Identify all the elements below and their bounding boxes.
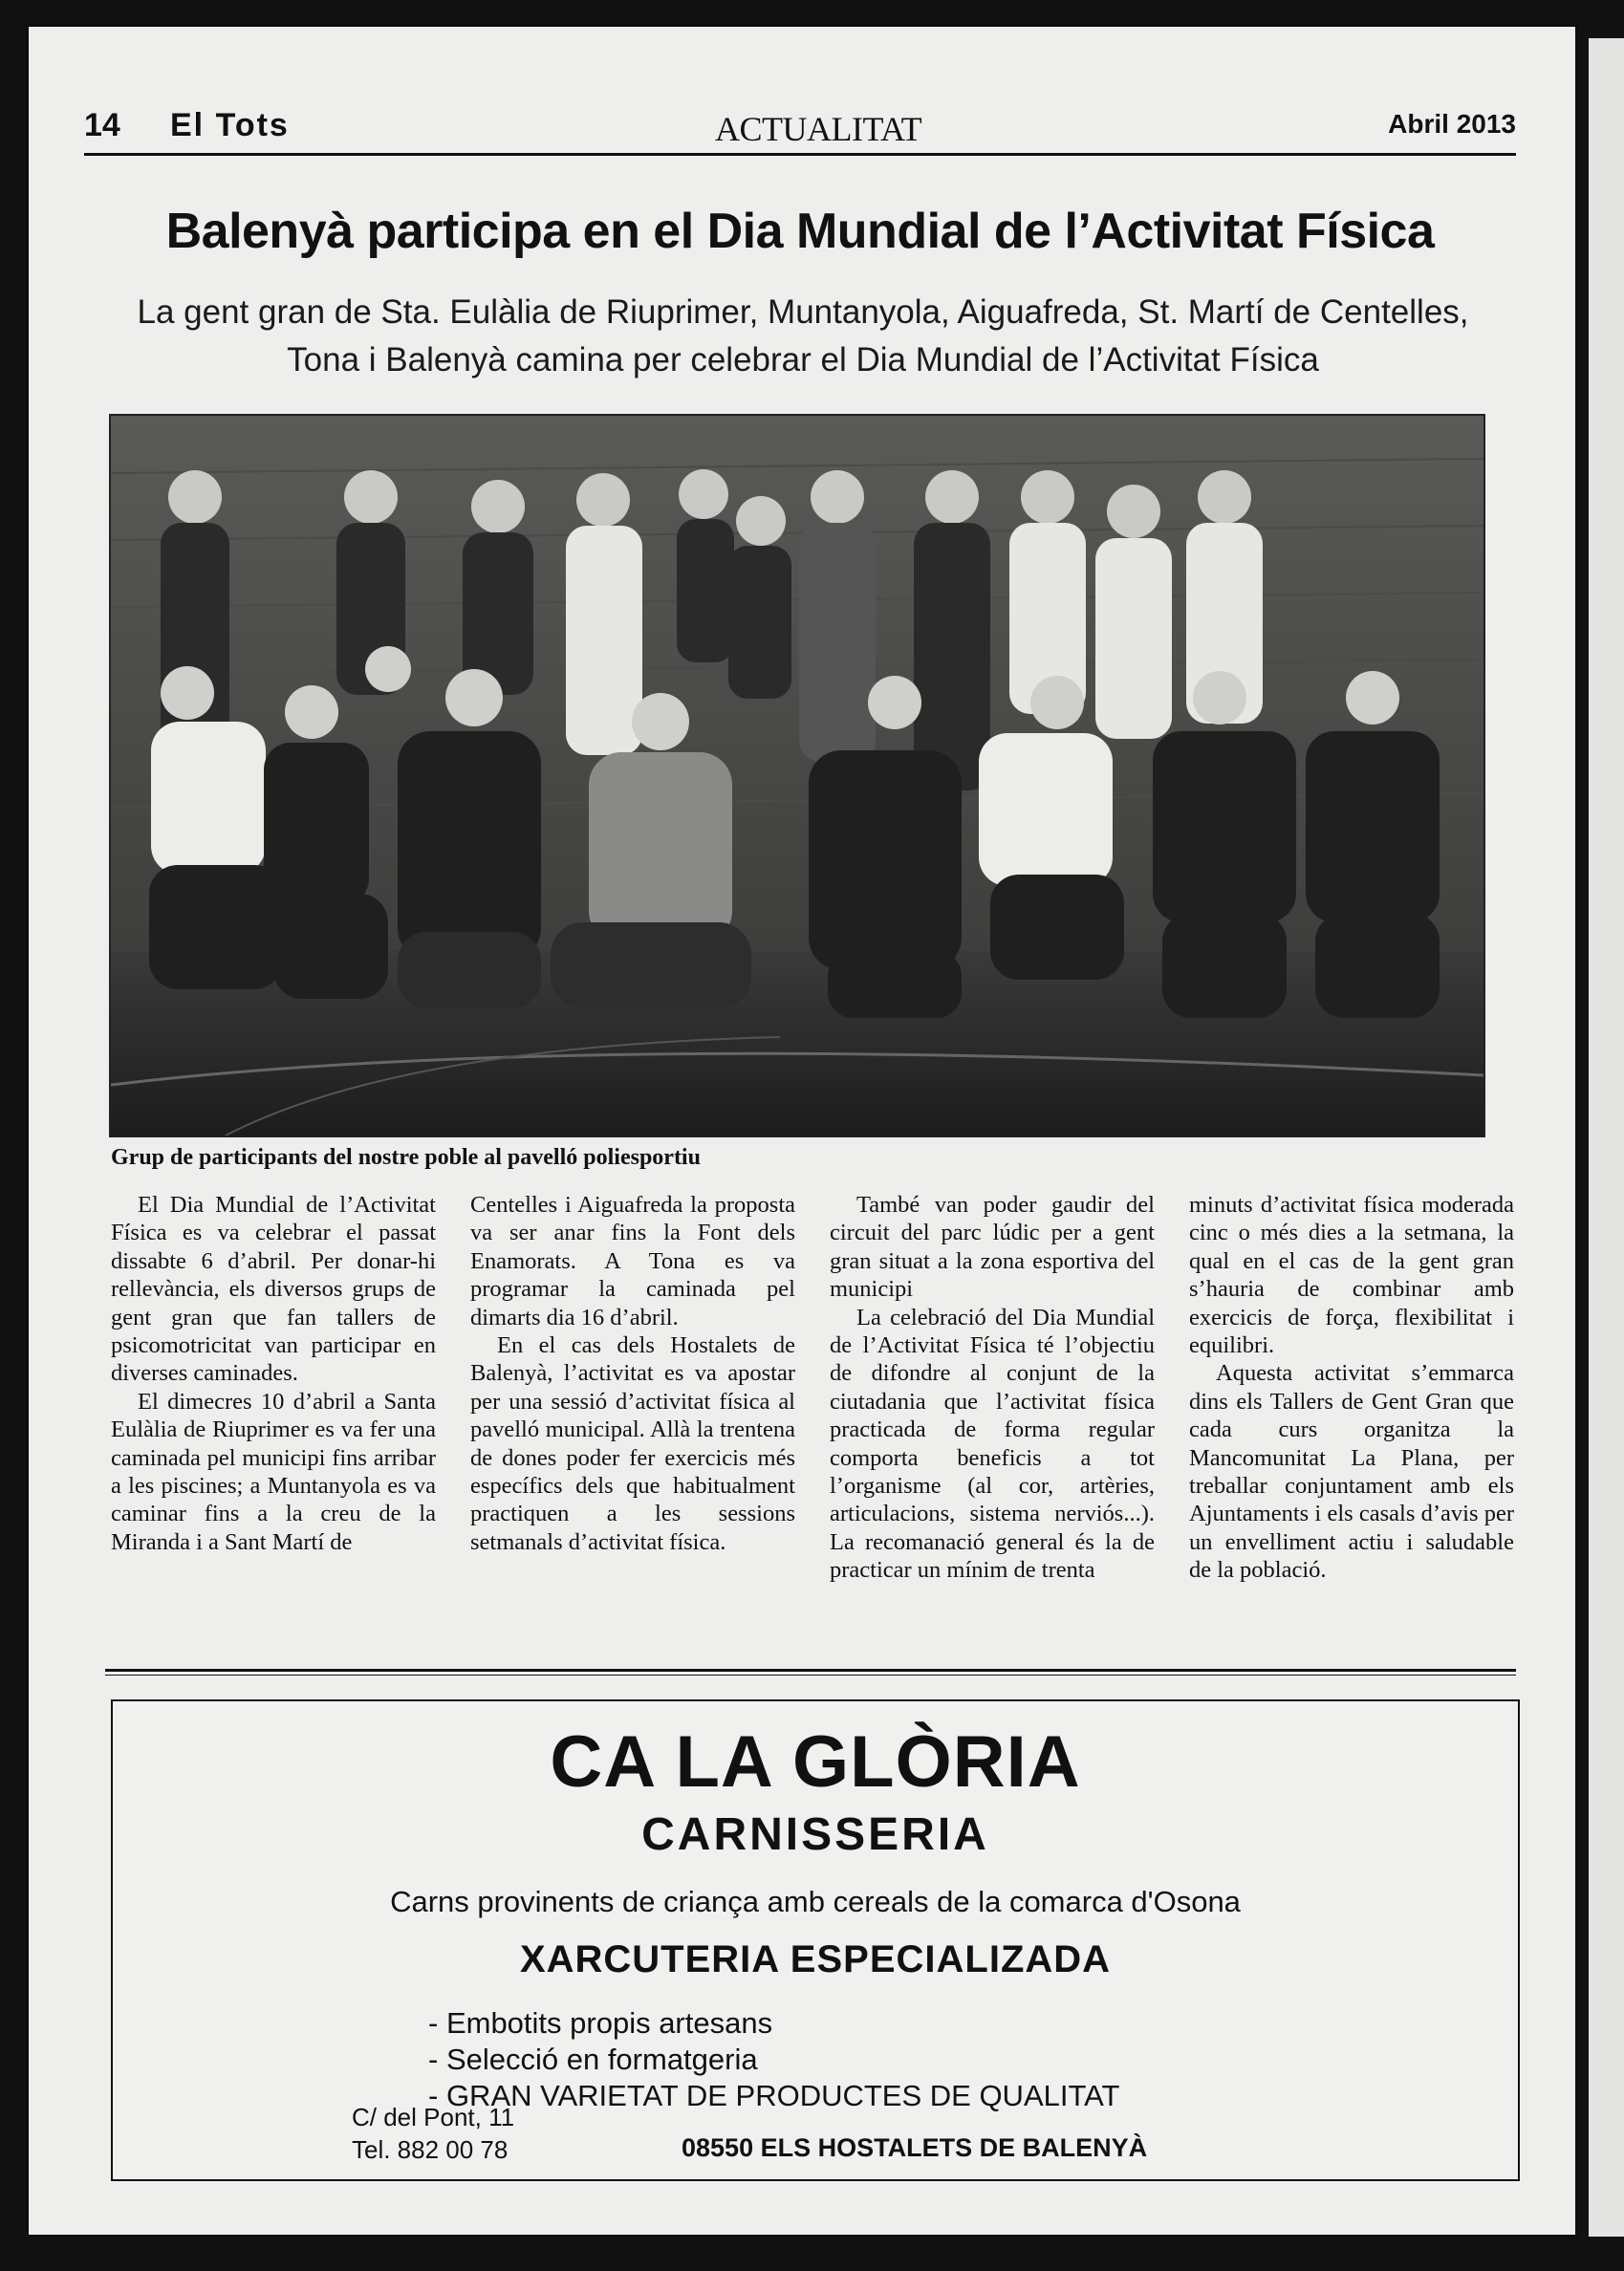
article-subhead: La gent gran de Sta. Eulàlia de Riuprimer, Muntanyola, Aiguafreda, St. Martí de Centelles, Tona i Balenyà camina per celebrar el Dia Mundial de l’Activitat Física	[137, 293, 1469, 378]
ad-tagline: Carns provinents de criança amb cereals de la comarca d'Osona	[390, 1885, 1241, 1918]
paragraph: Aquesta activitat s’emmarca dins els Tallers de Gent Gran que cada curs organitza la Mancomunitat La Plana, per treballar conjuntament amb els Ajuntaments i els casals d’avis per un envelliment actiu i saludable de la població.	[1189, 1360, 1514, 1584]
ad-phone: Tel. 882 00 78	[352, 2135, 509, 2164]
page-number: 14	[84, 107, 120, 143]
section-divider	[105, 1669, 1516, 1676]
article-body	[111, 1191, 1514, 1631]
article-headline: Balenyà participa en el Dia Mundial de l’Activitat Física	[165, 204, 1435, 259]
publication-name: El Tots	[170, 107, 290, 143]
ad-contact	[352, 2101, 514, 2166]
list-item: - GRAN VARIETAT DE PRODUCTES DE QUALITAT	[428, 2078, 1119, 2114]
paragraph: Centelles i Aiguafreda la proposta va ser anar fins la Font dels Enamorats. A Tona es va programar la caminada pel dimarts dia 16 d’abril.	[470, 1192, 795, 1330]
ad-business-name: CA LA GLÒRIA	[550, 1721, 1081, 1803]
paragraph: També van poder gaudir del circuit del parc lúdic per a gent gran situat a la zona esportiva del municipi	[830, 1192, 1155, 1303]
ad-town: 08550 ELS HOSTALETS DE BALENYÀ	[682, 2133, 1148, 2162]
article-column-1	[111, 1191, 436, 1556]
section-name: ACTUALITAT	[715, 110, 922, 148]
facing-page-edge	[1589, 38, 1624, 2237]
article-column-3	[830, 1191, 1155, 1585]
photo-caption: Grup de participants del nostre poble al pavelló poliesportiu	[111, 1145, 701, 1170]
ad-business-type: CARNISSERIA	[641, 1809, 989, 1860]
article-column-2	[470, 1191, 795, 1556]
list-item: - Selecció en formatgeria	[428, 2042, 1119, 2078]
paragraph: En el cas dels Hostalets de Balenyà, l’activitat es va apostar per una sessió d’activitat física al pavelló municipal. Allà la trentena de dones poder fer exercicis més específics dels que habitualment practiquen a les sessions setmanals d’activitat física.	[470, 1332, 795, 1555]
ad-address: C/ del Pont, 11	[352, 2103, 515, 2131]
group-photo-illustration	[111, 416, 1483, 1136]
paragraph: El Dia Mundial de l’Activitat Física es va celebrar el passat dissabte 6 d’abril. Per donar-hi rellevància, els diversos grups de gent gran que fan tallers de psicomotricitat van participar en diverses caminades.	[111, 1192, 436, 1387]
ad-product-list	[428, 2005, 1119, 2114]
list-item: - Embotits propis artesans	[428, 2005, 1119, 2042]
paragraph: minuts d’activitat física moderada cinc o més dies a la setmana, la qual en el cas de la gent gran s’hauria de combinar amb exercicis de força, flexibilitat i equilibri.	[1189, 1192, 1514, 1359]
issue-date: Abril 2013	[1388, 109, 1516, 139]
advertisement	[111, 1699, 1520, 2181]
group-photo	[109, 414, 1485, 1137]
paragraph: La celebració del Dia Mundial de l’Activitat Física té l’objectiu de difondre al conjunt de la ciutadania que l’activitat física practicada de forma regular comporta beneficis a tot l’organisme (al cor, artèries, articulacions, sistema nerviós...). La recomanació general és la de practicar un mínim de trenta	[830, 1304, 1155, 1584]
article-column-4	[1189, 1191, 1514, 1585]
ad-specialty: XARCUTERIA ESPECIALIZADA	[519, 1938, 1112, 1980]
page-header	[84, 107, 1516, 156]
paragraph: El dimecres 10 d’abril a Santa Eulàlia de Riuprimer es va fer una caminada pel municipi fins arribar a les piscines; a Muntanyola es va caminar fins a la creu de la Miranda i a Sant Martí de	[111, 1388, 436, 1555]
